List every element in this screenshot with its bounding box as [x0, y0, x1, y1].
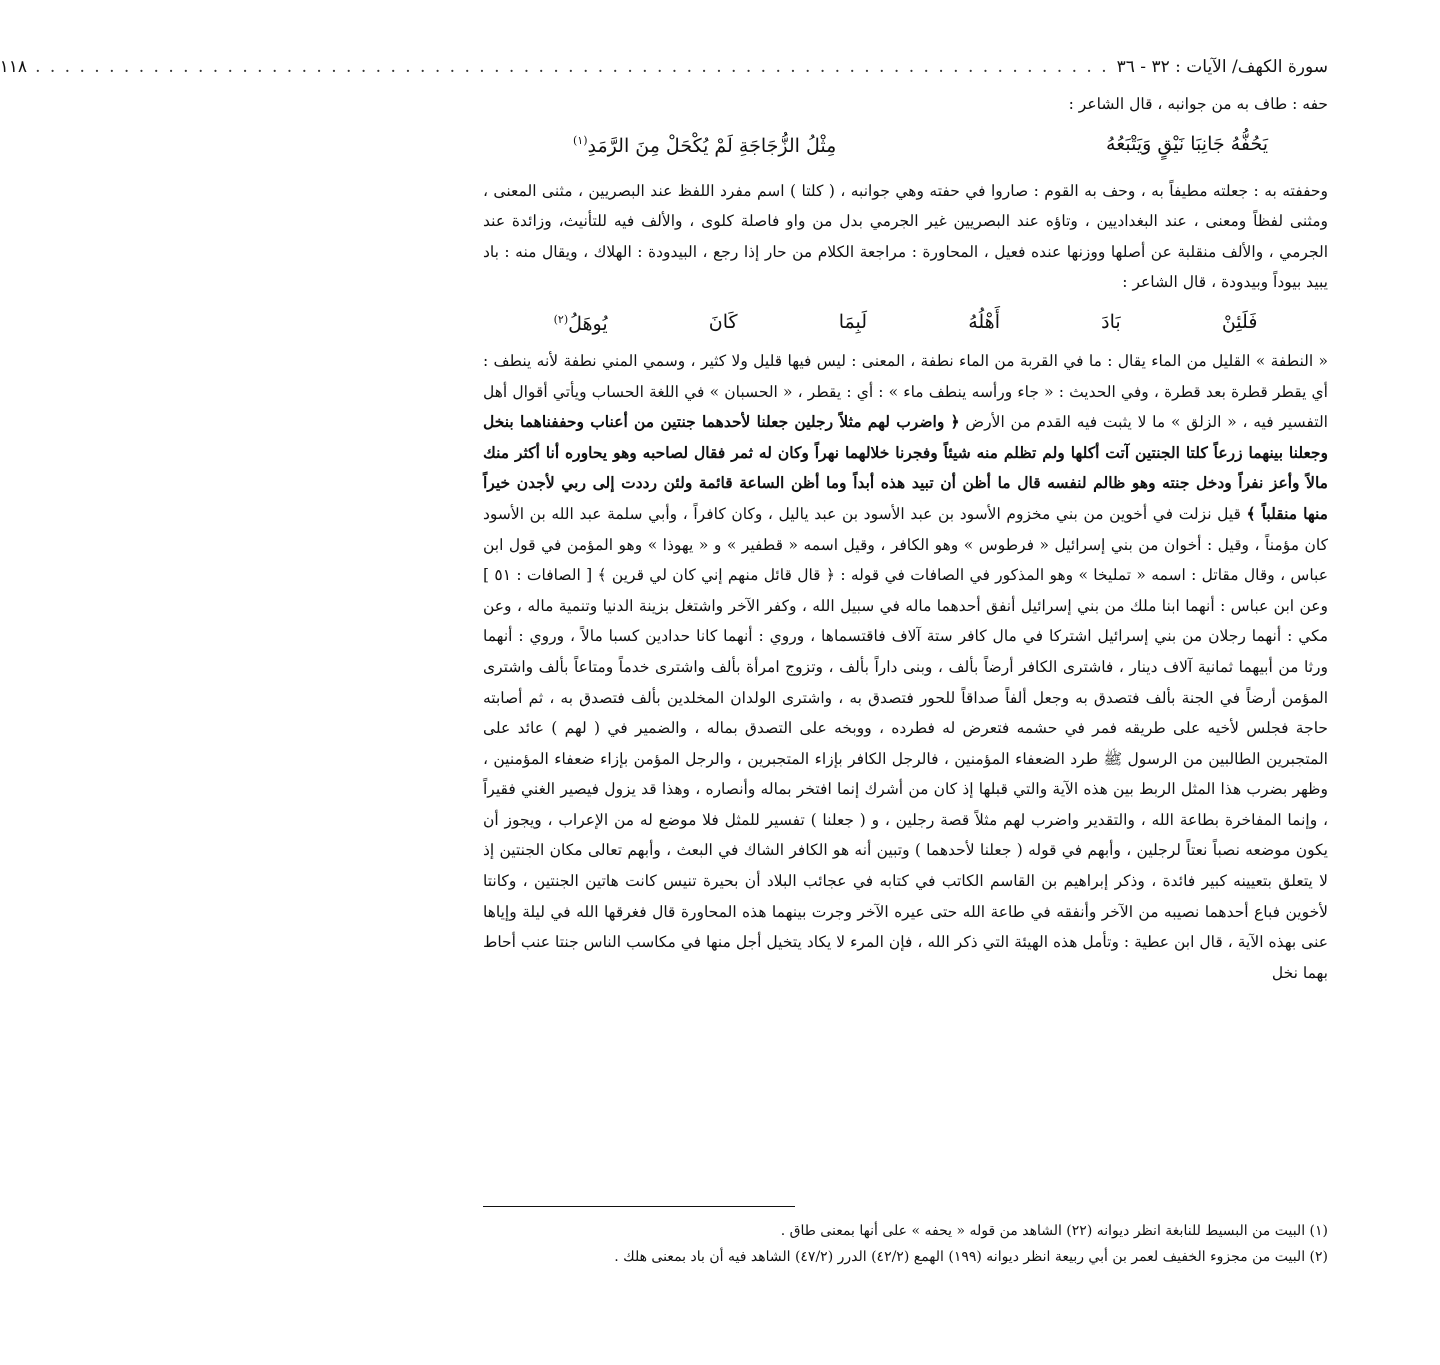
verse1-first-hemistich: يَحُفُّهُ جَانِبَا نَيْقٍ وَيَتْبَعُهُ	[1106, 132, 1268, 155]
paragraph-1: وحففته به : جعلته مطيفاً به ، وحف به القوم : صاروا في حفته وهي جوانبه ، ( كلتا ) اسم مفرد اللفظ عند البصريين ، مثنى المعنى ، ومثنى لفظاً ومعنى ، عند البغداديين ، وتاؤه عند البصريين غير الجرمي بدل من واو فاصلة كلوى ، والألف فيه للتأنيث، وزائدة عند الجرمي ، والألف منقلبة عن أصلها ووزنها عنده فعيل ، المحاورة : مراجعة الكلام من حار إذا رجع ، البيدودة : الهلاك ، ويقال منه : باد يبيد بيوداً وبيدودة ، قال الشاعر :	[483, 181, 1328, 292]
poetry-verse-2	[503, 300, 1308, 344]
footnote-ref-1: (١)	[573, 134, 588, 148]
paragraph-2-lexicon: « النطفة » القليل من الماء يقال : ما في القربة من الماء نطفة ، المعنى : ليس فيها قليل ولا كثير ، وسمي المني نطفة لأنه ينطف : أي يقطر قطرة بعد قطرة ، وفي الحديث : « جاء ورأسه ينطف ماء » : أي : يقطر ، « الحسبان » في اللغة الحساب ويأتي أقوال أهل التفسير فيه ، « الزلق » ما لا يثبت فيه القدم من الأرض	[483, 351, 1328, 432]
verse2-word: كَانَ	[708, 310, 738, 333]
intro-line: حفه : طاف به من جوانبه ، قال الشاعر :	[1068, 95, 1328, 113]
surah-title: سورة الكهف/ الآيات : ٣٢ - ٣٦	[1116, 57, 1328, 77]
verse2-word: لَبِمَا	[838, 310, 868, 333]
footnote-1: (١) البيت من البسيط للنابغة انظر ديوانه (٢٢) الشاهد من قوله « يحفه » على أنها بمعنى طاق .	[780, 1223, 1328, 1239]
verse2-last-word	[554, 300, 608, 344]
verse2-word: يُوهَلُ	[568, 313, 608, 336]
book-page	[0, 55, 1328, 988]
paragraph-2	[483, 346, 1328, 988]
verse2-word: أَهْلُهُ	[968, 310, 1000, 333]
verse2-word: بَادَ	[1101, 310, 1121, 333]
header-leader-dots: . . . . . . . . . . . . . . . . . . . . . . . . . . . . . . . . . . . . . . . . . . . . . . . . . . . . . . . . . . . . . . . . . . . . . . . . .	[35, 57, 1109, 77]
footnote-ref-2: (٢)	[553, 312, 569, 326]
footnote-2: (٢) البيت من مجزوء الخفيف لعمر بن أبي ربيعة انظر ديوانه (١٩٩) الهمع (٤٢/٢) الدرر (٤٧/٢) الشاهد فيه أن باد بمعنى هلك .	[614, 1249, 1328, 1265]
quran-verse: ﴿ واضرب لهم مثلاً رجلين جعلنا لأحدهما جنتين من أعناب وحففناهما بنخل وجعلنا بينهما زرعاً كلتا الجنتين آتت أكلها ولم تظلم منه شيئاً وفجرنا خلالهما نهراً وكان له ثمر فقال لصاحبه وهو يحاوره أنا أكثر منك مالاً وأعز نفراً ودخل جنته وهو ظالم لنفسه قال ما أظن أن تبيد هذه أبداً وما أظن الساعة قائمة ولئن رددت إلى ربي لأجدن خيراً منها منقلباً ﴾	[483, 412, 1328, 523]
footnote-separator	[483, 1206, 795, 1207]
page-number: ١١٨	[0, 57, 28, 77]
poetry-verse-1	[573, 122, 1268, 166]
verse1-second-hemistich-text: مِثْلُ الزُّجَاجَةِ لَمْ يُكْحَلْ مِنَ الرَّمَدِ	[587, 134, 837, 157]
footnotes	[483, 1218, 1328, 1270]
verse2-word: فَلَئِنْ	[1221, 310, 1258, 333]
page-body	[483, 89, 1328, 988]
paragraph-2-commentary: قيل نزلت في أخوين من بني مخزوم الأسود بن عبد الأسود بن عبد ياليل ، وكان كافراً ، وأبي سلمة عبد الله بن الأسود كان مؤمناً ، وقيل : أخوان من بني إسرائيل « فرطوس » وهو الكافر ، وقيل اسمه « قطفير » و « يهوذا » وهو المؤمن في قول ابن عباس ، وقال مقاتل : اسمه « تمليخا » وهو المذكور في الصافات في قوله : ﴿ قال قائل منهم إني كان لي قرين ﴾ [ الصافات : ٥١ ] وعن ابن عباس : أنهما ابنا ملك من بني إسرائيل أنفق أحدهما ماله في سبيل الله ، وكفر الآخر واشتغل بزينة الدنيا وتنمية ماله ، وعن مكي : أنهما رجلان من بني إسرائيل اشتركا في مال كافر ستة آلاف فاقتسماها ، وروي : أنهما كانا حدادين كسبا مالاً ، وروي : أنهما ورثا من أبيهما ثمانية آلاف دينار ، فاشترى الكافر أرضاً بألف ، وبنى داراً بألف ، وتزوج امرأة بألف واشترى خدماً ومتاعاً بألف واشترى المؤمن أرضاً في الجنة بألف فتصدق به وجعل ألفاً صداقاً للحور فتصدق به ، واشترى الولدان المخلدين بألف فتصدق به ، ثم أصابته حاجة فجلس لأخيه على طريقه فمر في حشمه فتعرض له فطرده ، ووبخه على التصدق بماله ، والضمير في ( لهم ) عائد على المتجبرين الطالبين من الرسول ﷺ طرد الضعفاء المؤمنين ، فالرجل الكافر بإزاء المتجبرين ، والرجل المؤمن بإزاء ضعفاء المؤمنين ، وظهر بضرب هذا المثل الربط بين هذه الآية والتي قبلها إذ كان من أشرك إنما افتخر بماله وأنصاره ، وهذا قد يزول فيصير الغني فقيراً ، وإنما المفاخرة بطاعة الله ، والتقدير واضرب لهم مثلاً قصة رجلين ، و ( جعلنا ) تفسير للمثل فلا موضع له من الإعراب ، ويجوز أن يكون موضعه نصباً نعتاً لرجلين ، وأبهم في قوله ( جعلنا لأحدهما ) وتبين أنه هو الكافر الشاك في البعث ، وأبهم تعالى مكان الجنتين إذ لا يتعلق بتعيينه كبير فائدة ، وذكر إبراهيم بن القاسم الكاتب في كتابه في عجائب البلاد أن بحيرة تنيس كانت هاتين الجنتين ، وكانتا لأخوين فباع أحدهما نصيبه من الآخر وأنفقه في طاعة الله حتى عيره الآخر وجرت بينهما هذه المحاورة قال فغرقها الله في ليلة وإياها عنى بهذه الآية ، قال ابن عطية : وتأمل هذه الهيئة التي ذكر الله ، فإن المرء لا يكاد يتخيل أجل منها في مكاسب الناس جنتا عنب أحاط بهما نخل	[483, 504, 1328, 982]
verse1-second-hemistich	[573, 121, 836, 165]
running-header	[0, 55, 1328, 79]
